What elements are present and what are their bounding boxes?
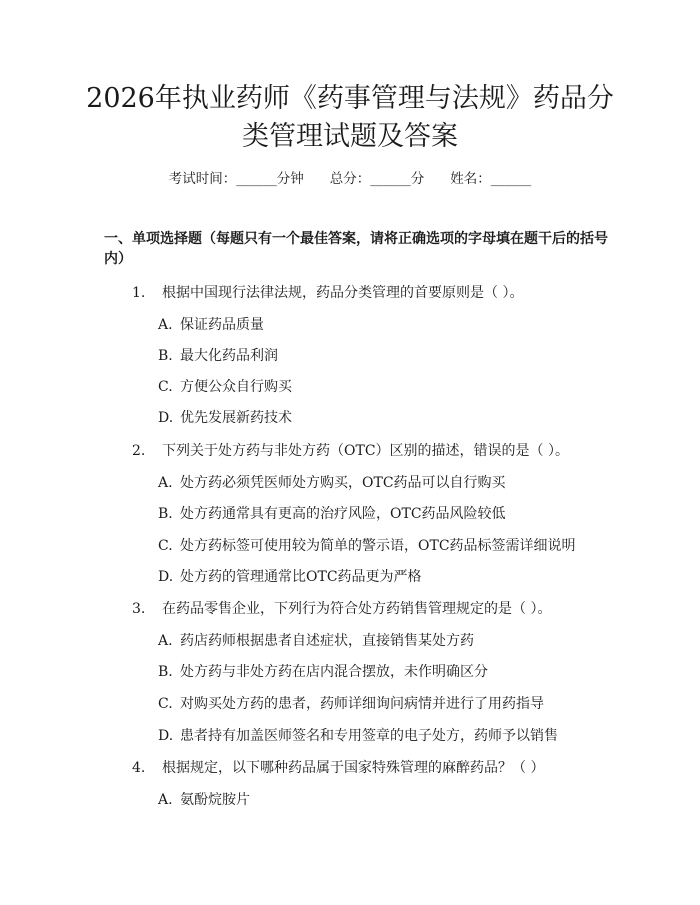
option-3d: [158, 727, 558, 745]
option-1a: [158, 316, 264, 334]
question-text: 在药品零售企业，下列行为符合处方药销售管理规定的是（ ）。: [162, 601, 552, 617]
option-text: 优先发展新药技术: [180, 410, 292, 426]
option-letter: B.: [158, 506, 173, 522]
exam-info: [0, 170, 700, 188]
question-number: 4.: [132, 760, 146, 776]
option-1b: [158, 347, 278, 365]
question-number: 3.: [132, 601, 146, 617]
option-letter: B.: [158, 664, 173, 680]
question-number: 2.: [132, 443, 146, 459]
option-letter: C.: [158, 379, 173, 395]
option-2c: [158, 537, 576, 555]
option-letter: D.: [158, 410, 174, 426]
option-text: 保证药品质量: [180, 317, 264, 333]
option-text: 处方药标签可使用较为简单的警示语，OTC药品标签需详细说明: [180, 538, 576, 554]
question-text: 根据中国现行法律法规，药品分类管理的首要原则是（ ）。: [162, 285, 524, 301]
option-2a: [158, 474, 506, 492]
title-line-2: 类管理试题及答案: [242, 121, 458, 152]
option-letter: A.: [158, 633, 173, 649]
option-text: 处方药的管理通常比OTC药品更为严格: [180, 569, 422, 585]
option-text: 氨酚烷胺片: [180, 792, 250, 808]
question-4: [132, 759, 544, 777]
option-3c: [158, 695, 544, 713]
option-text: 处方药通常具有更高的治疗风险，OTC药品风险较低: [180, 506, 506, 522]
page-title: [60, 80, 640, 156]
question-number: 1.: [132, 285, 146, 301]
question-1: [132, 284, 523, 302]
option-4a: [158, 791, 250, 809]
name-field: 姓名：______: [450, 171, 532, 187]
option-1d: [158, 409, 292, 427]
exam-time-field: 考试时间：______分钟: [168, 171, 304, 187]
total-score-field: 总分：______分: [329, 171, 425, 187]
option-2d: [158, 568, 422, 586]
option-3b: [158, 663, 488, 681]
option-letter: C.: [158, 696, 173, 712]
option-text: 患者持有加盖医师签名和专用签章的电子处方，药师予以销售: [180, 728, 558, 744]
option-letter: C.: [158, 538, 173, 554]
option-text: 处方药与非处方药在店内混合摆放，未作明确区分: [180, 664, 488, 680]
option-letter: A.: [158, 792, 173, 808]
question-text: 下列关于处方药与非处方药（OTC）区别的描述，错误的是（ ）。: [162, 443, 569, 459]
question-3: [132, 600, 551, 618]
option-letter: A.: [158, 475, 173, 491]
title-line-1: 2026年执业药师《药事管理与法规》药品分: [86, 83, 614, 114]
option-text: 最大化药品利润: [180, 348, 278, 364]
question-text: 根据规定，以下哪种药品属于国家特殊管理的麻醉药品？（ ）: [162, 760, 545, 776]
option-1c: [158, 378, 292, 396]
option-3a: [158, 632, 474, 650]
option-text: 方便公众自行购买: [180, 379, 292, 395]
option-letter: A.: [158, 317, 173, 333]
option-letter: D.: [158, 728, 174, 744]
option-text: 对购买处方药的患者，药师详细询问病情并进行了用药指导: [180, 696, 544, 712]
option-text: 处方药必须凭医师处方购买，OTC药品可以自行购买: [180, 475, 506, 491]
option-text: 药店药师根据患者自述症状，直接销售某处方药: [180, 633, 474, 649]
option-letter: B.: [158, 348, 173, 364]
section-heading: 一、单项选择题（每题只有一个最佳答案，请将正确选项的字母填在题干后的括号内）: [104, 231, 608, 267]
option-2b: [158, 505, 506, 523]
question-2: [132, 442, 569, 460]
option-letter: D.: [158, 569, 174, 585]
